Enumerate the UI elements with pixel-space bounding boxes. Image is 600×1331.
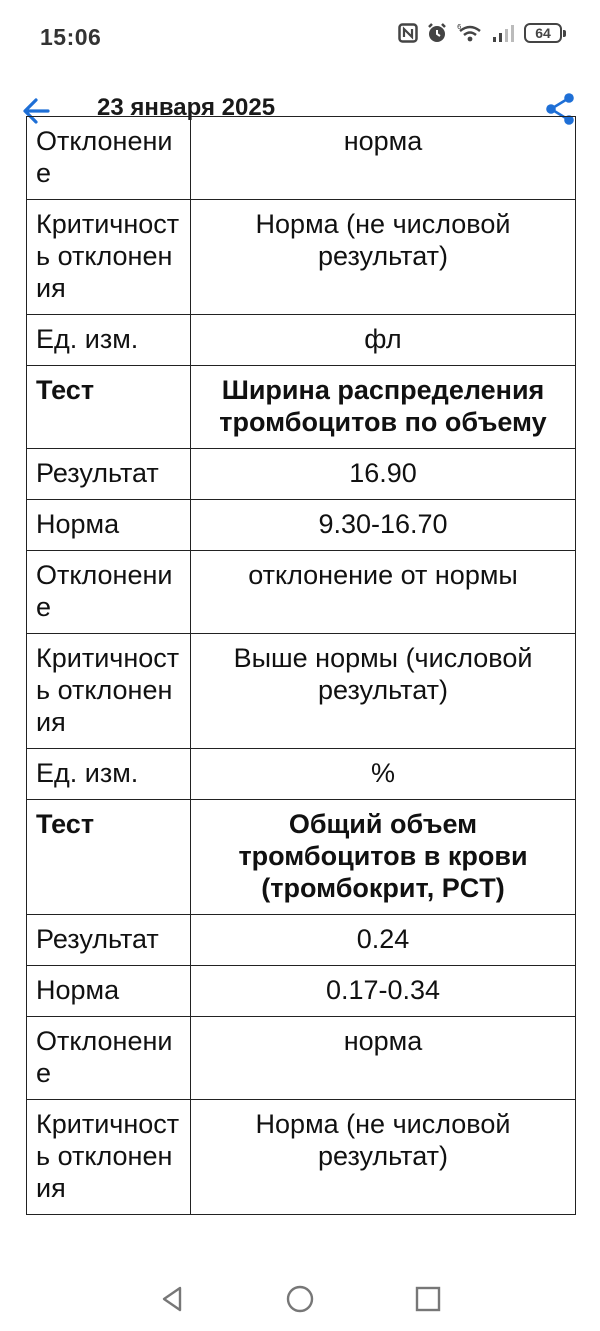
- row-value: Выше нормы (числовой результат): [191, 634, 576, 749]
- row-label: Тест: [27, 366, 191, 449]
- row-label: Критичность отклонения: [27, 634, 191, 749]
- row-value: %: [191, 749, 576, 800]
- table-row: [27, 1017, 576, 1100]
- status-icons: [398, 22, 562, 44]
- row-value: Ширина распределения тромбоцитов по объему: [191, 366, 576, 449]
- row-value: отклонение от нормы: [191, 551, 576, 634]
- table-row: [27, 749, 576, 800]
- test-row: [27, 366, 576, 449]
- battery-icon: [524, 23, 562, 43]
- row-value: Норма (не числовой результат): [191, 1100, 576, 1215]
- row-label: Отклонение: [27, 117, 191, 200]
- page-title: 23 января 2025: [97, 94, 276, 121]
- status-bar: [0, 0, 600, 74]
- row-label: Отклонение: [27, 551, 191, 634]
- row-value: 0.24: [191, 915, 576, 966]
- alarm-icon: [426, 22, 448, 44]
- battery-level: 64: [535, 25, 551, 41]
- navigation-bar: [0, 1266, 600, 1331]
- row-value: 0.17-0.34: [191, 966, 576, 1017]
- table-row: [27, 551, 576, 634]
- results-scroll-area[interactable]: [0, 126, 600, 1266]
- row-label: Ед. изм.: [27, 315, 191, 366]
- status-time: 15:06: [40, 24, 102, 50]
- row-label: Критичность отклонения: [27, 1100, 191, 1215]
- row-value: норма: [191, 1017, 576, 1100]
- row-label: Норма: [27, 500, 191, 551]
- table-row: [27, 315, 576, 366]
- row-label: Критичность отклонения: [27, 200, 191, 315]
- row-value: фл: [191, 315, 576, 366]
- row-label: Ед. изм.: [27, 749, 191, 800]
- row-label: Отклонение: [27, 1017, 191, 1100]
- nav-back-icon[interactable]: [158, 1284, 188, 1314]
- row-label: Норма: [27, 966, 191, 1017]
- row-value: Норма (не числовой результат): [191, 200, 576, 315]
- table-row: [27, 200, 576, 315]
- table-row: [27, 966, 576, 1017]
- table-row: [27, 915, 576, 966]
- nav-recents-icon[interactable]: [413, 1284, 443, 1314]
- nfc-icon: [398, 23, 418, 43]
- table-row: [27, 117, 576, 200]
- nav-home-icon[interactable]: [285, 1284, 315, 1314]
- results-table: [26, 116, 576, 1215]
- row-label: Результат: [27, 915, 191, 966]
- table-row: [27, 1100, 576, 1215]
- row-label: Тест: [27, 800, 191, 915]
- table-row: [27, 634, 576, 749]
- svg-text:6: 6: [457, 23, 462, 31]
- row-value: 16.90: [191, 449, 576, 500]
- wifi-icon: [456, 22, 484, 44]
- row-value: 9.30-16.70: [191, 500, 576, 551]
- row-value: норма: [191, 117, 576, 200]
- test-row: [27, 800, 576, 915]
- row-label: Результат: [27, 449, 191, 500]
- table-row: [27, 500, 576, 551]
- row-value: Общий объем тромбоцитов в крови (тромбокрит, PCT): [191, 800, 576, 915]
- signal-icon: [492, 23, 516, 43]
- table-row: [27, 449, 576, 500]
